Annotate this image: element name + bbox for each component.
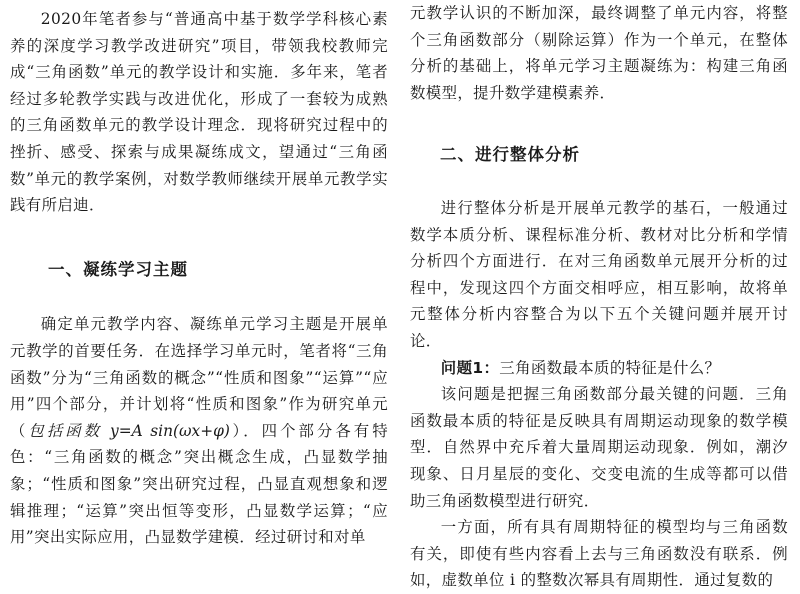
section1-text-b: ）．四个部分各有特色：“三角函数的概念”突出概念生成，凸显数学抽象；“性质和图象”突出研究过程，凸显直观想象和逻辑推理；“运算”突出恒等变形，凸显数学运算；“应用”突出实际应用，凸显数学建模．经过研讨和对单 xyxy=(10,421,388,547)
question-1-label: 问题1： xyxy=(440,358,500,377)
question-1-answer: 该问题是把握三角函数部分最关键的问题．三角函数最本质的特征是反映具有周期运动现象的数学模型．自然界中充斥着大量周期运动现象．例如，潮汐现象、日月星辰的变化、交变电流的生成等都可以借助三角函数模型进行研究． xyxy=(410,385,788,510)
section-heading-1: 一、凝练学习主题 xyxy=(48,259,188,279)
question-1 xyxy=(410,355,788,382)
intro-paragraph: 2020年笔者参与“普通高中基于数学学科核心素养的深度学习教学改进研究”项目，带领我校教师完成“三角函数”单元的教学设计和实施．多年来，笔者经过多轮教学实践与改进优化，形成了一套较为成熟的三角函数单元的教学设计理念．现将研究过程中的挫折、感受、探索与成果凝练成文，望通过“三角函数”单元的教学案例，对数学教师继续开展单元教学实践有所启迪． xyxy=(10,10,388,215)
sine-function-formula: y=A sin(ωx+φ) xyxy=(110,421,230,440)
section-heading-2: 二、进行整体分析 xyxy=(440,145,580,165)
section2-paragraph: 进行整体分析是开展单元教学的基石，一般通过数学本质分析、课程标准分析、教材对比分析和学情分析四个方面进行．在对三角函数单元展开分析的过程中，发现这四个方面交相呼应，相互影响，故将单元整体分析内容整合为以下五个关键问题并展开讨论． xyxy=(410,198,788,350)
continued-paragraph: 元教学认识的不断加深，最终调整了单元内容，将整个三角函数部分（剔除运算）作为一个单元，在整体分析的基础上，将单元学习主题凝练为：构建三角函数模型，提升数学建模素养． xyxy=(410,4,788,102)
section1-note: 包括函数 xyxy=(28,421,103,440)
right-column xyxy=(410,0,788,594)
section1-paragraph xyxy=(10,311,388,550)
periodicity-paragraph: 一方面，所有具有周期特征的模型均与三角函数有关，即使有些内容看上去与三角函数没有联系．例如，虚数单位 i 的整数次幂具有周期性．通过复数的 xyxy=(410,518,788,590)
left-column xyxy=(10,0,388,551)
question-1-text: 三角函数最本质的特征是什么？ xyxy=(499,358,721,377)
section1-text-a: 确定单元教学内容、凝练单元学习主题是开展单元教学的首要任务．在选择学习单元时，笔者将“三角函数”分为“三角函数的概念”“性质和图象”“运算”“应用”四个部分，并计划将“性质和图象”作为研究单元（ xyxy=(10,315,388,440)
